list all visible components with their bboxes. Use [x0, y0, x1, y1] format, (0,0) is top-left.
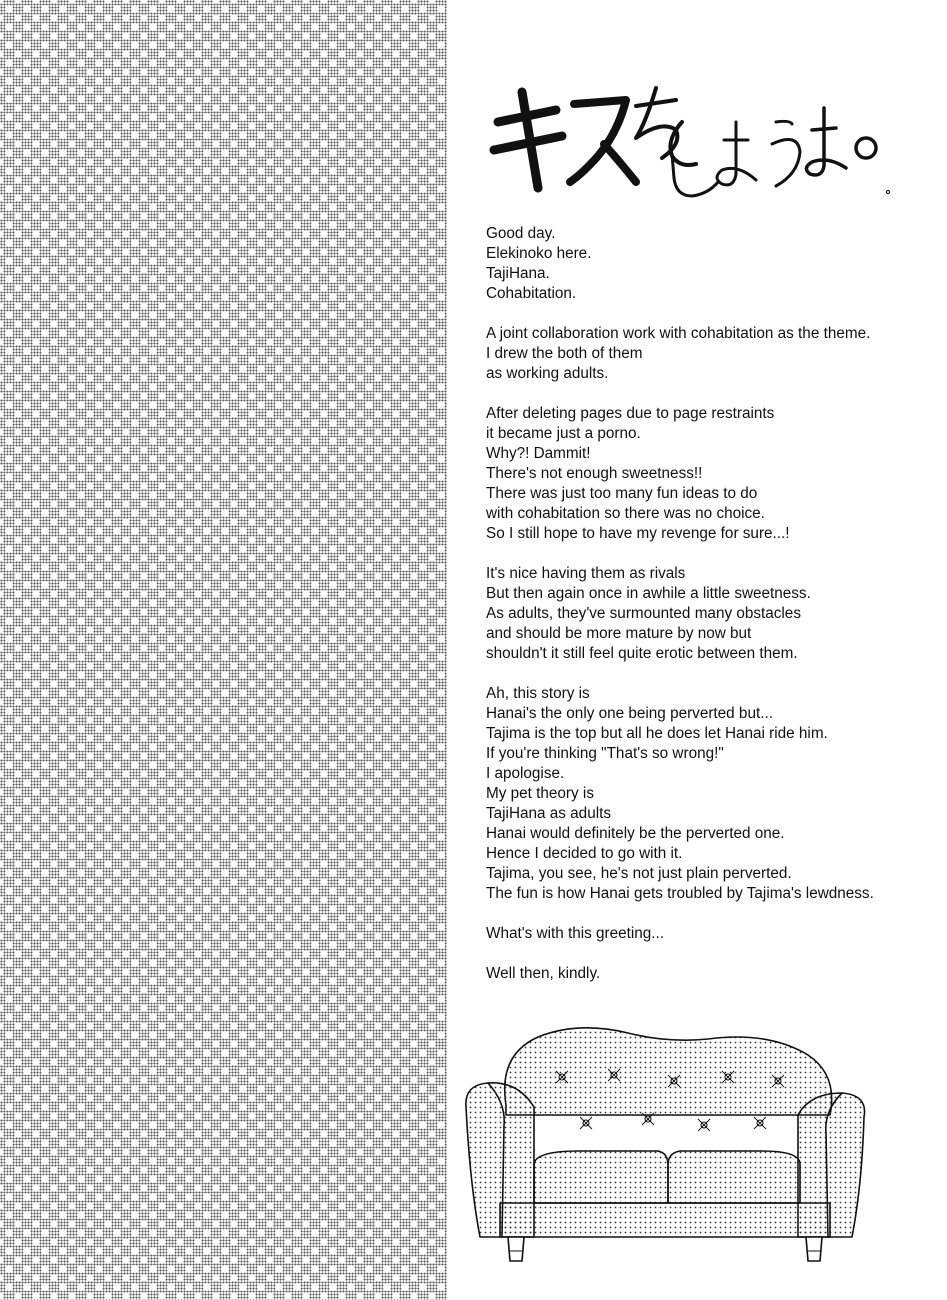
text-line: My pet theory is	[486, 785, 594, 802]
text-line: Well then, kindly.	[486, 965, 601, 982]
paragraph-greeting	[486, 224, 936, 304]
text-line: Hanai would definitely be the perverted one.	[486, 825, 785, 842]
paragraph-greeting-question	[486, 924, 936, 944]
text-line: Ah, this story is	[486, 685, 590, 702]
halftone-pattern-panel	[0, 0, 447, 1300]
text-line: What's with this greeting...	[486, 925, 665, 942]
paragraph-closing	[486, 964, 936, 984]
text-line: Cohabitation.	[486, 285, 577, 302]
text-line: shouldn't it still feel quite erotic between them.	[486, 645, 798, 662]
text-line: Hanai's the only one being perverted but...	[486, 705, 773, 722]
text-line: and should be more mature by now but	[486, 625, 752, 642]
text-line: The fun is how Hanai gets troubled by Tajima's lewdness.	[486, 885, 874, 902]
sofa-drawing	[458, 1015, 872, 1265]
text-line: Tajima is the top but all he does let Hanai ride him.	[486, 725, 828, 742]
text-line: I apologise.	[486, 765, 565, 782]
text-line: So I still hope to have my revenge for sure...!	[486, 525, 790, 542]
text-line: Tajima, you see, he's not just plain perverted.	[486, 865, 792, 882]
text-line: A joint collaboration work with cohabitation as the theme.	[486, 325, 871, 342]
text-line: I drew the both of them	[486, 345, 643, 362]
text-line: There was just too many fun ideas to do	[486, 485, 758, 502]
text-line: As adults, they've surmounted many obstacles	[486, 605, 801, 622]
afterword-text	[486, 224, 936, 1004]
paragraph-pages	[486, 404, 936, 544]
text-line: TajiHana as adults	[486, 805, 611, 822]
text-line: Why?! Dammit!	[486, 445, 591, 462]
text-line: Good day.	[486, 225, 556, 242]
text-line: it became just a porno.	[486, 425, 641, 442]
handwritten-title-art	[486, 70, 906, 200]
sofa-illustration	[458, 1015, 872, 1265]
paragraph-rivals	[486, 564, 936, 664]
text-line: But then again once in awhile a little sweetness.	[486, 585, 811, 602]
text-line: Elekinoko here.	[486, 245, 592, 262]
text-line: TajiHana.	[486, 265, 550, 282]
handwritten-title	[486, 70, 906, 200]
paragraph-theme	[486, 324, 936, 384]
text-line: with cohabitation so there was no choice.	[486, 505, 765, 522]
paragraph-story	[486, 684, 936, 904]
text-line: Hence I decided to go with it.	[486, 845, 683, 862]
text-line: It's nice having them as rivals	[486, 565, 686, 582]
text-line: After deleting pages due to page restraints	[486, 405, 775, 422]
text-line: as working adults.	[486, 365, 609, 382]
text-line: If you're thinking "That's so wrong!"	[486, 745, 724, 762]
text-line: There's not enough sweetness!!	[486, 465, 703, 482]
